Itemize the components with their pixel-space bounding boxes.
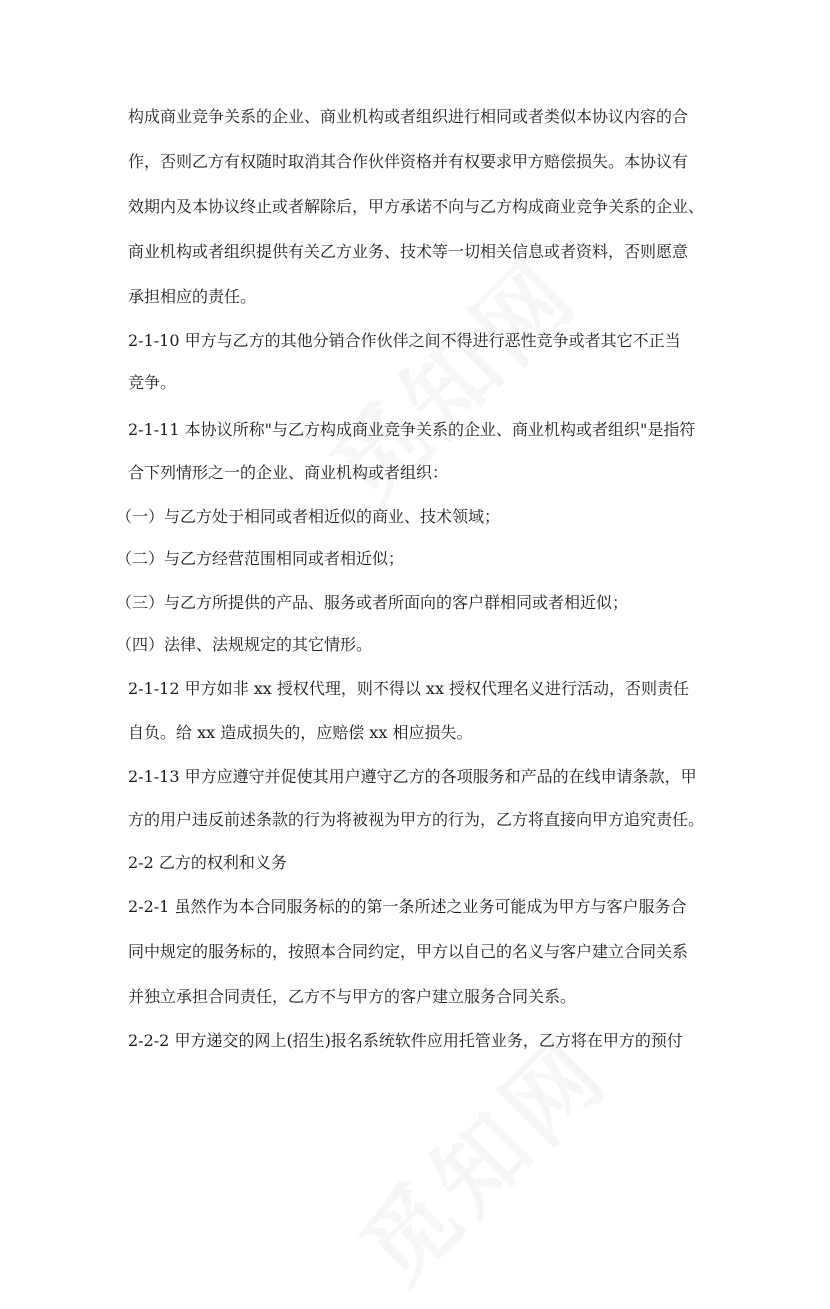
body-line: 竞争。 bbox=[128, 373, 177, 392]
body-line: 自负。给 xx 造成损失的，应赔偿 xx 相应损失。 bbox=[128, 723, 473, 742]
body-line: 合下列情形之一的企业、商业机构或者组织： bbox=[128, 463, 449, 482]
body-line: 商业机构或者组织提供有关乙方业务、技术等一切相关信息或者资料，否则愿意 bbox=[128, 242, 689, 261]
clause-2-1-10: 2-1-10 甲方与乙方的其他分销合作伙伴之间不得进行恶性竞争或者其它不正当 bbox=[128, 331, 681, 350]
body-line: 并独立承担合同责任，乙方不与甲方的客户建立服务合同关系。 bbox=[128, 987, 577, 1006]
clause-2-2-2: 2-2-2 甲方递交的网上(招生)报名系统软件应用托管业务，乙方将在甲方的预付 bbox=[128, 1031, 683, 1050]
list-item-3: （三）与乙方所提供的产品、服务或者所面向的客户群相同或者相近似； bbox=[116, 593, 629, 612]
body-line: 同中规定的服务标的，按照本合同约定，甲方以自己的名义与客户建立合同关系 bbox=[128, 942, 689, 961]
body-line: 效期内及本协议终止或者解除后，甲方承诺不向与乙方构成商业竞争关系的企业、 bbox=[128, 197, 705, 216]
clause-2-2-1: 2-2-1 虽然作为本合同服务标的的第一条所述之业务可能成为甲方与客户服务合 bbox=[128, 897, 687, 916]
list-item-1: （一）与乙方处于相同或者相近似的商业、技术领域； bbox=[116, 507, 501, 526]
clause-2-1-13: 2-1-13 甲方应遵守并促使其用户遵守乙方的各项服务和产品的在线申请条款，甲 bbox=[128, 767, 697, 786]
clause-2-1-12: 2-1-12 甲方如非 xx 授权代理，则不得以 xx 授权代理名义进行活动，否则责任 bbox=[128, 679, 690, 698]
list-item-2: （二）与乙方经营范围相同或者相近似； bbox=[116, 549, 405, 568]
body-line: 承担相应的责任。 bbox=[128, 287, 257, 306]
section-heading-2-2: 2-2 乙方的权利和义务 bbox=[128, 853, 287, 872]
body-line: 作，否则乙方有权随时取消其合作伙伴资格并有权要求甲方赔偿损失。本协议有 bbox=[128, 152, 689, 171]
list-item-4: （四）法律、法规规定的其它情形。 bbox=[116, 635, 373, 654]
body-line: 方的用户违反前述条款的行为将被视为甲方的行为，乙方将直接向甲方追究责任。 bbox=[128, 810, 705, 829]
body-line: 构成商业竞争关系的企业、商业机构或者组织进行相同或者类似本协议内容的合 bbox=[128, 107, 689, 126]
clause-2-1-11: 2-1-11 本协议所称"与乙方构成商业竞争关系的企业、商业机构或者组织"是指符 bbox=[128, 420, 696, 439]
